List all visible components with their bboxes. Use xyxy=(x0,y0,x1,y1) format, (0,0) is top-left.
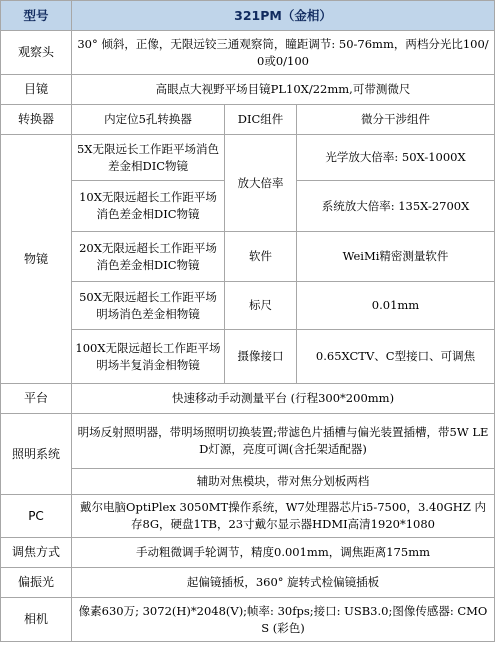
model-name: 321PM（金相） xyxy=(72,1,495,31)
scale-value: 0.01mm xyxy=(297,282,495,330)
illumination-row-1 xyxy=(1,414,495,469)
pc-value: 戴尔电脑OptiPlex 3050MT操作系统，W7处理器芯片i5-7500，3.40GHZ 内存8G，硬盘1TB，23寸戴尔显示器HDMI高清1920*1080 xyxy=(72,495,495,538)
illumination-value-1: 明场反射照明器，带明场照明切换装置;带滤色片插槽与偏光装置插槽，带5W LED灯源，亮度可调(含托架适配器) xyxy=(72,414,495,469)
observation-head-row xyxy=(1,31,495,75)
scale-label: 标尺 xyxy=(225,282,297,330)
observation-head-label: 观察头 xyxy=(1,31,72,75)
objective-5x: 5X无限远长工作距平场消色差金相DIC物镜 xyxy=(72,135,225,181)
observation-head-value: 30° 倾斜，正像，无限远铰三通观察筒，瞳距调节: 50-76mm，两档分光比100/0或0/100 xyxy=(72,31,495,75)
dic-label: DIC组件 xyxy=(225,105,297,135)
header-row xyxy=(1,1,495,31)
converter-row xyxy=(1,105,495,135)
software-label: 软件 xyxy=(225,232,297,282)
magnification-label: 放大倍率 xyxy=(225,135,297,232)
pc-label: PC xyxy=(1,495,72,538)
objective-20x: 20X无限远超长工作距平场消色差金相DIC物镜 xyxy=(72,232,225,282)
camera-port-value: 0.65XCTV、C型接口、可调焦 xyxy=(297,330,495,384)
polarizer-value: 起偏镜插板，360° 旋转式检偏镜插板 xyxy=(72,568,495,598)
optical-magnification: 光学放大倍率: 50X-1000X xyxy=(297,135,495,181)
objective-50x: 50X无限远超长工作距平场明场消色差金相物镜 xyxy=(72,282,225,330)
system-magnification: 系统放大倍率: 135X-2700X xyxy=(297,181,495,232)
illumination-label: 照明系统 xyxy=(1,414,72,495)
stage-label: 平台 xyxy=(1,384,72,414)
converter-value: 内定位5孔转换器 xyxy=(72,105,225,135)
pc-row xyxy=(1,495,495,538)
eyepiece-value: 高眼点大视野平场目镜PL10X/22mm,可带测微尺 xyxy=(72,75,495,105)
dic-value: 微分干涉组件 xyxy=(297,105,495,135)
objective-row-5 xyxy=(1,330,495,384)
objective-row-3 xyxy=(1,232,495,282)
objective-row-1 xyxy=(1,135,495,181)
focus-value: 手动粗微调手轮调节，精度0.001mm，调焦距离175mm xyxy=(72,538,495,568)
polarizer-row xyxy=(1,568,495,598)
stage-row xyxy=(1,384,495,414)
objective-10x: 10X无限远超长工作距平场消色差金相DIC物镜 xyxy=(72,181,225,232)
objective-row-4 xyxy=(1,282,495,330)
camera-row xyxy=(1,598,495,642)
stage-value: 快速移动手动测量平台 (行程300*200mm) xyxy=(72,384,495,414)
converter-label: 转换器 xyxy=(1,105,72,135)
polarizer-label: 偏振光 xyxy=(1,568,72,598)
software-value: WeiMi精密测量软件 xyxy=(297,232,495,282)
model-label: 型号 xyxy=(1,1,72,31)
eyepiece-row xyxy=(1,75,495,105)
objective-label: 物镜 xyxy=(1,135,72,384)
illumination-row-2 xyxy=(1,469,495,495)
camera-label: 相机 xyxy=(1,598,72,642)
focus-row xyxy=(1,538,495,568)
objective-100x: 100X无限远超长工作距平场明场半复消金相物镜 xyxy=(72,330,225,384)
camera-value: 像素630万; 3072(H)*2048(V);帧率: 30fps;接口: USB3.0;图像传感器: CMOS (彩色) xyxy=(72,598,495,642)
camera-port-label: 摄像接口 xyxy=(225,330,297,384)
illumination-value-2: 辅助对焦模块，带对焦分划板两档 xyxy=(72,469,495,495)
eyepiece-label: 目镜 xyxy=(1,75,72,105)
focus-label: 调焦方式 xyxy=(1,538,72,568)
